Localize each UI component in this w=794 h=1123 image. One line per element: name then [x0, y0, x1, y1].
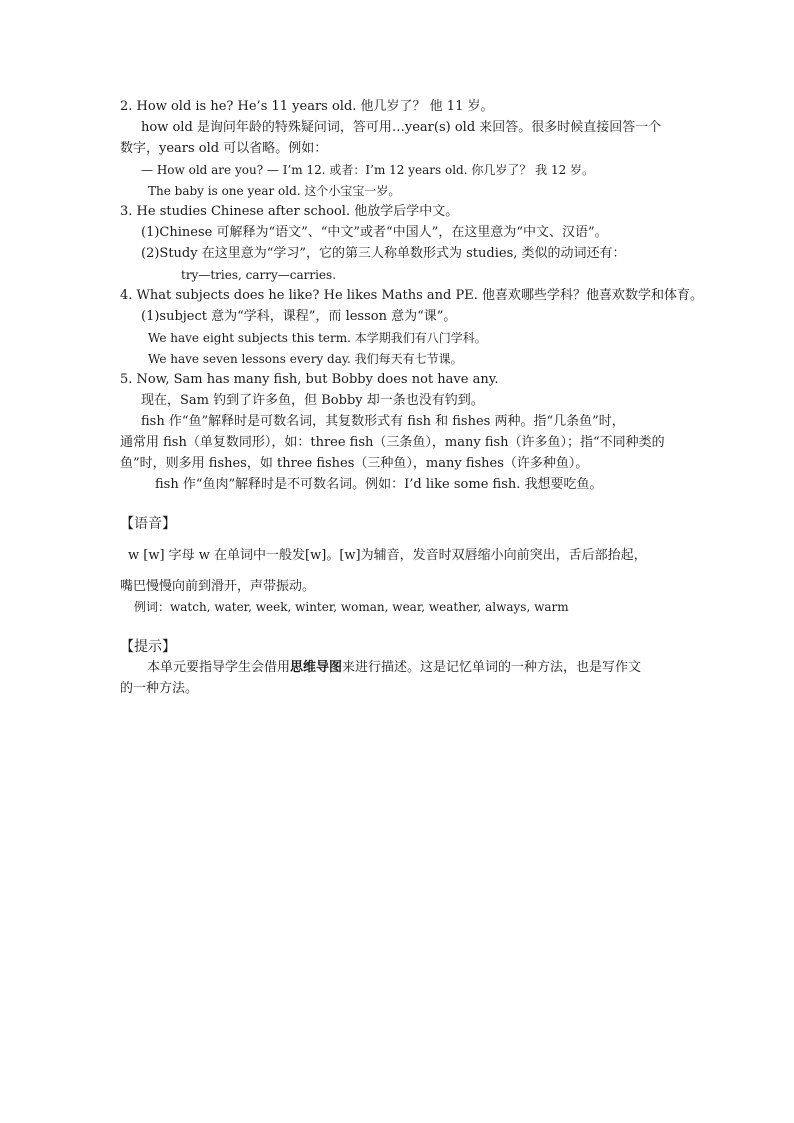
section-3-note-2: (2)Study 在这里意为“学习”，它的第三人称单数形式为 studies, 类似的动词还有：	[141, 246, 626, 261]
tips-para-line-2: 的一种方法。	[120, 681, 199, 696]
section-3-note-3: try—tries, carry—carries.	[181, 268, 337, 282]
section-5-para-line-2: 通常用 fish（单复数同形），如：three fish（三条鱼），many fish（许多鱼）；指“不同种类的	[120, 435, 665, 450]
mind-map-keyword: 思维导图	[290, 660, 343, 675]
tips-para-line-1	[147, 658, 641, 678]
section-4-example-1: We have eight subjects this term. 本学期我们有八门学科。	[148, 331, 487, 345]
tips-text-c: 来进行描述。这是记忆单词的一种方法，也是写作文	[342, 660, 642, 675]
section-3-note-1: (1)Chinese 可解释为“语文”、“中文”或者“中国人”，在这里意为“中文、汉语”。	[141, 225, 608, 240]
section-5-para-line-3: 鱼”时，则多用 fishes，如 three fishes（三种鱼），many fishes（许多种鱼）。	[120, 456, 589, 471]
phonics-para-line-1: w [w] 字母 w 在单词中一般发[w]。[w]为辅音，发音时双唇缩小向前突出，舌后部抬起，	[128, 548, 647, 563]
phonics-para-line-2: 嘴巴慢慢向前到滑开，声带振动。	[120, 579, 316, 594]
section-2-example-2: The baby is one year old. 这个小宝宝一岁。	[148, 184, 401, 198]
section-2-title: 2. How old is he? He’s 11 years old. 他几岁了？ 他 11 岁。	[120, 99, 494, 114]
section-5-title: 5. Now, Sam has many fish, but Bobby does not have any.	[120, 372, 499, 387]
section-2-para-line-1: how old 是询问年龄的特殊疑问词，答可用…year(s) old 来回答。很多时候直接回答一个	[141, 120, 662, 135]
phonics-example-words: 例词：watch, water, week, winter, woman, wear, weather, always, warm	[134, 600, 569, 614]
tips-text-a: 本单元要指导学生会借用	[147, 660, 291, 675]
section-5-para-line-1: fish 作“鱼”解释时是可数名词，其复数形式有 fish 和 fishes 两种。指“几条鱼”时，	[141, 414, 625, 429]
section-3-title: 3. He studies Chinese after school. 他放学后学中文。	[120, 204, 459, 219]
section-2-example-1: — How old are you? — I’m 12. 或者：I’m 12 years old. 你几岁了？ 我 12 岁。	[141, 163, 595, 177]
section-4-example-2: We have seven lessons every day. 我们每天有七节课。	[148, 352, 463, 366]
phonics-heading: 【语音】	[120, 516, 176, 532]
section-5-para-line-4: fish 作“鱼肉”解释时是不可数名词。例如：I’d like some fish. 我想要吃鱼。	[155, 477, 603, 492]
section-5-translation: 现在，Sam 钓到了许多鱼，但 Bobby 却一条也没有钓到。	[141, 393, 484, 408]
section-4-note-1: (1)subject 意为“学科，课程”，而 lesson 意为“课”。	[141, 309, 457, 324]
tips-heading: 【提示】	[120, 639, 176, 655]
section-2-para-line-2: 数字，years old 可以省略。例如：	[120, 141, 328, 156]
section-4-title: 4. What subjects does he like? He likes Maths and PE. 他喜欢哪些学科？他喜欢数学和体育。	[120, 288, 704, 303]
